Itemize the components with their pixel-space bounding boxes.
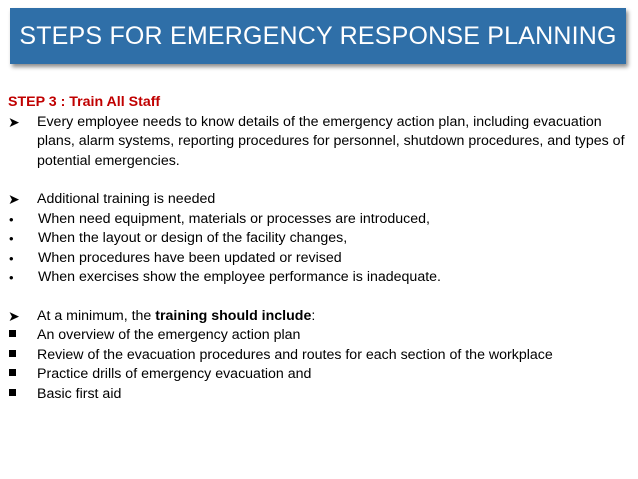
arrowhead-icon: ➤	[8, 191, 20, 207]
list-item	[8, 346, 630, 366]
lead-prefix: At a minimum, the	[37, 307, 156, 324]
arrowhead-icon: ➤	[8, 113, 20, 130]
list-item	[8, 229, 630, 249]
list-item-text: When procedures have been updated or revised	[38, 249, 342, 266]
step-heading: STEP 3 : Train All Staff	[8, 94, 161, 110]
list-item	[8, 113, 630, 172]
title-bar	[10, 8, 626, 64]
list-item-text: Basic first aid	[37, 385, 122, 402]
page-title: STEPS FOR EMERGENCY RESPONSE PLANNING	[19, 21, 617, 50]
list-item	[8, 326, 630, 346]
list-item-text: Review of the evacuation procedures and routes for each section of the workplace	[37, 346, 553, 363]
list-item-text: Additional training is needed	[37, 191, 216, 207]
square-icon	[9, 330, 16, 337]
square-icon	[9, 369, 16, 376]
list-item-text: When need equipment, materials or processes are introduced,	[38, 210, 430, 227]
dot-icon: •	[9, 231, 14, 246]
square-icon	[9, 350, 16, 357]
lead-bold: training should include	[155, 307, 312, 324]
arrowhead-icon: ➤	[8, 307, 20, 324]
list-item	[8, 190, 630, 210]
list-item	[8, 307, 630, 327]
list-item	[8, 210, 630, 230]
list-item	[8, 385, 630, 405]
dot-icon: •	[9, 250, 14, 266]
square-icon	[9, 389, 16, 396]
list-item-text: Every employee needs to know details of the emergency action plan, including evacuation plans, alarm systems, reporting procedures for personnel, shutdown procedures, and types of potential emergencies.	[37, 113, 625, 169]
lead-suffix: :	[311, 307, 316, 324]
dot-icon: •	[9, 211, 14, 227]
list-item-text: When exercises show the employee performance is inadequate.	[38, 269, 441, 285]
dot-icon: •	[9, 270, 14, 285]
list-item	[8, 249, 630, 269]
list-item-text: When the layout or design of the facility changes,	[38, 230, 348, 246]
list-item-text: An overview of the emergency action plan	[37, 327, 301, 343]
list-item-text: Practice drills of emergency evacuation and	[37, 366, 312, 382]
list-item	[8, 365, 630, 385]
list-item	[8, 268, 630, 288]
list-item-text	[37, 307, 630, 327]
slide-content	[8, 93, 630, 404]
